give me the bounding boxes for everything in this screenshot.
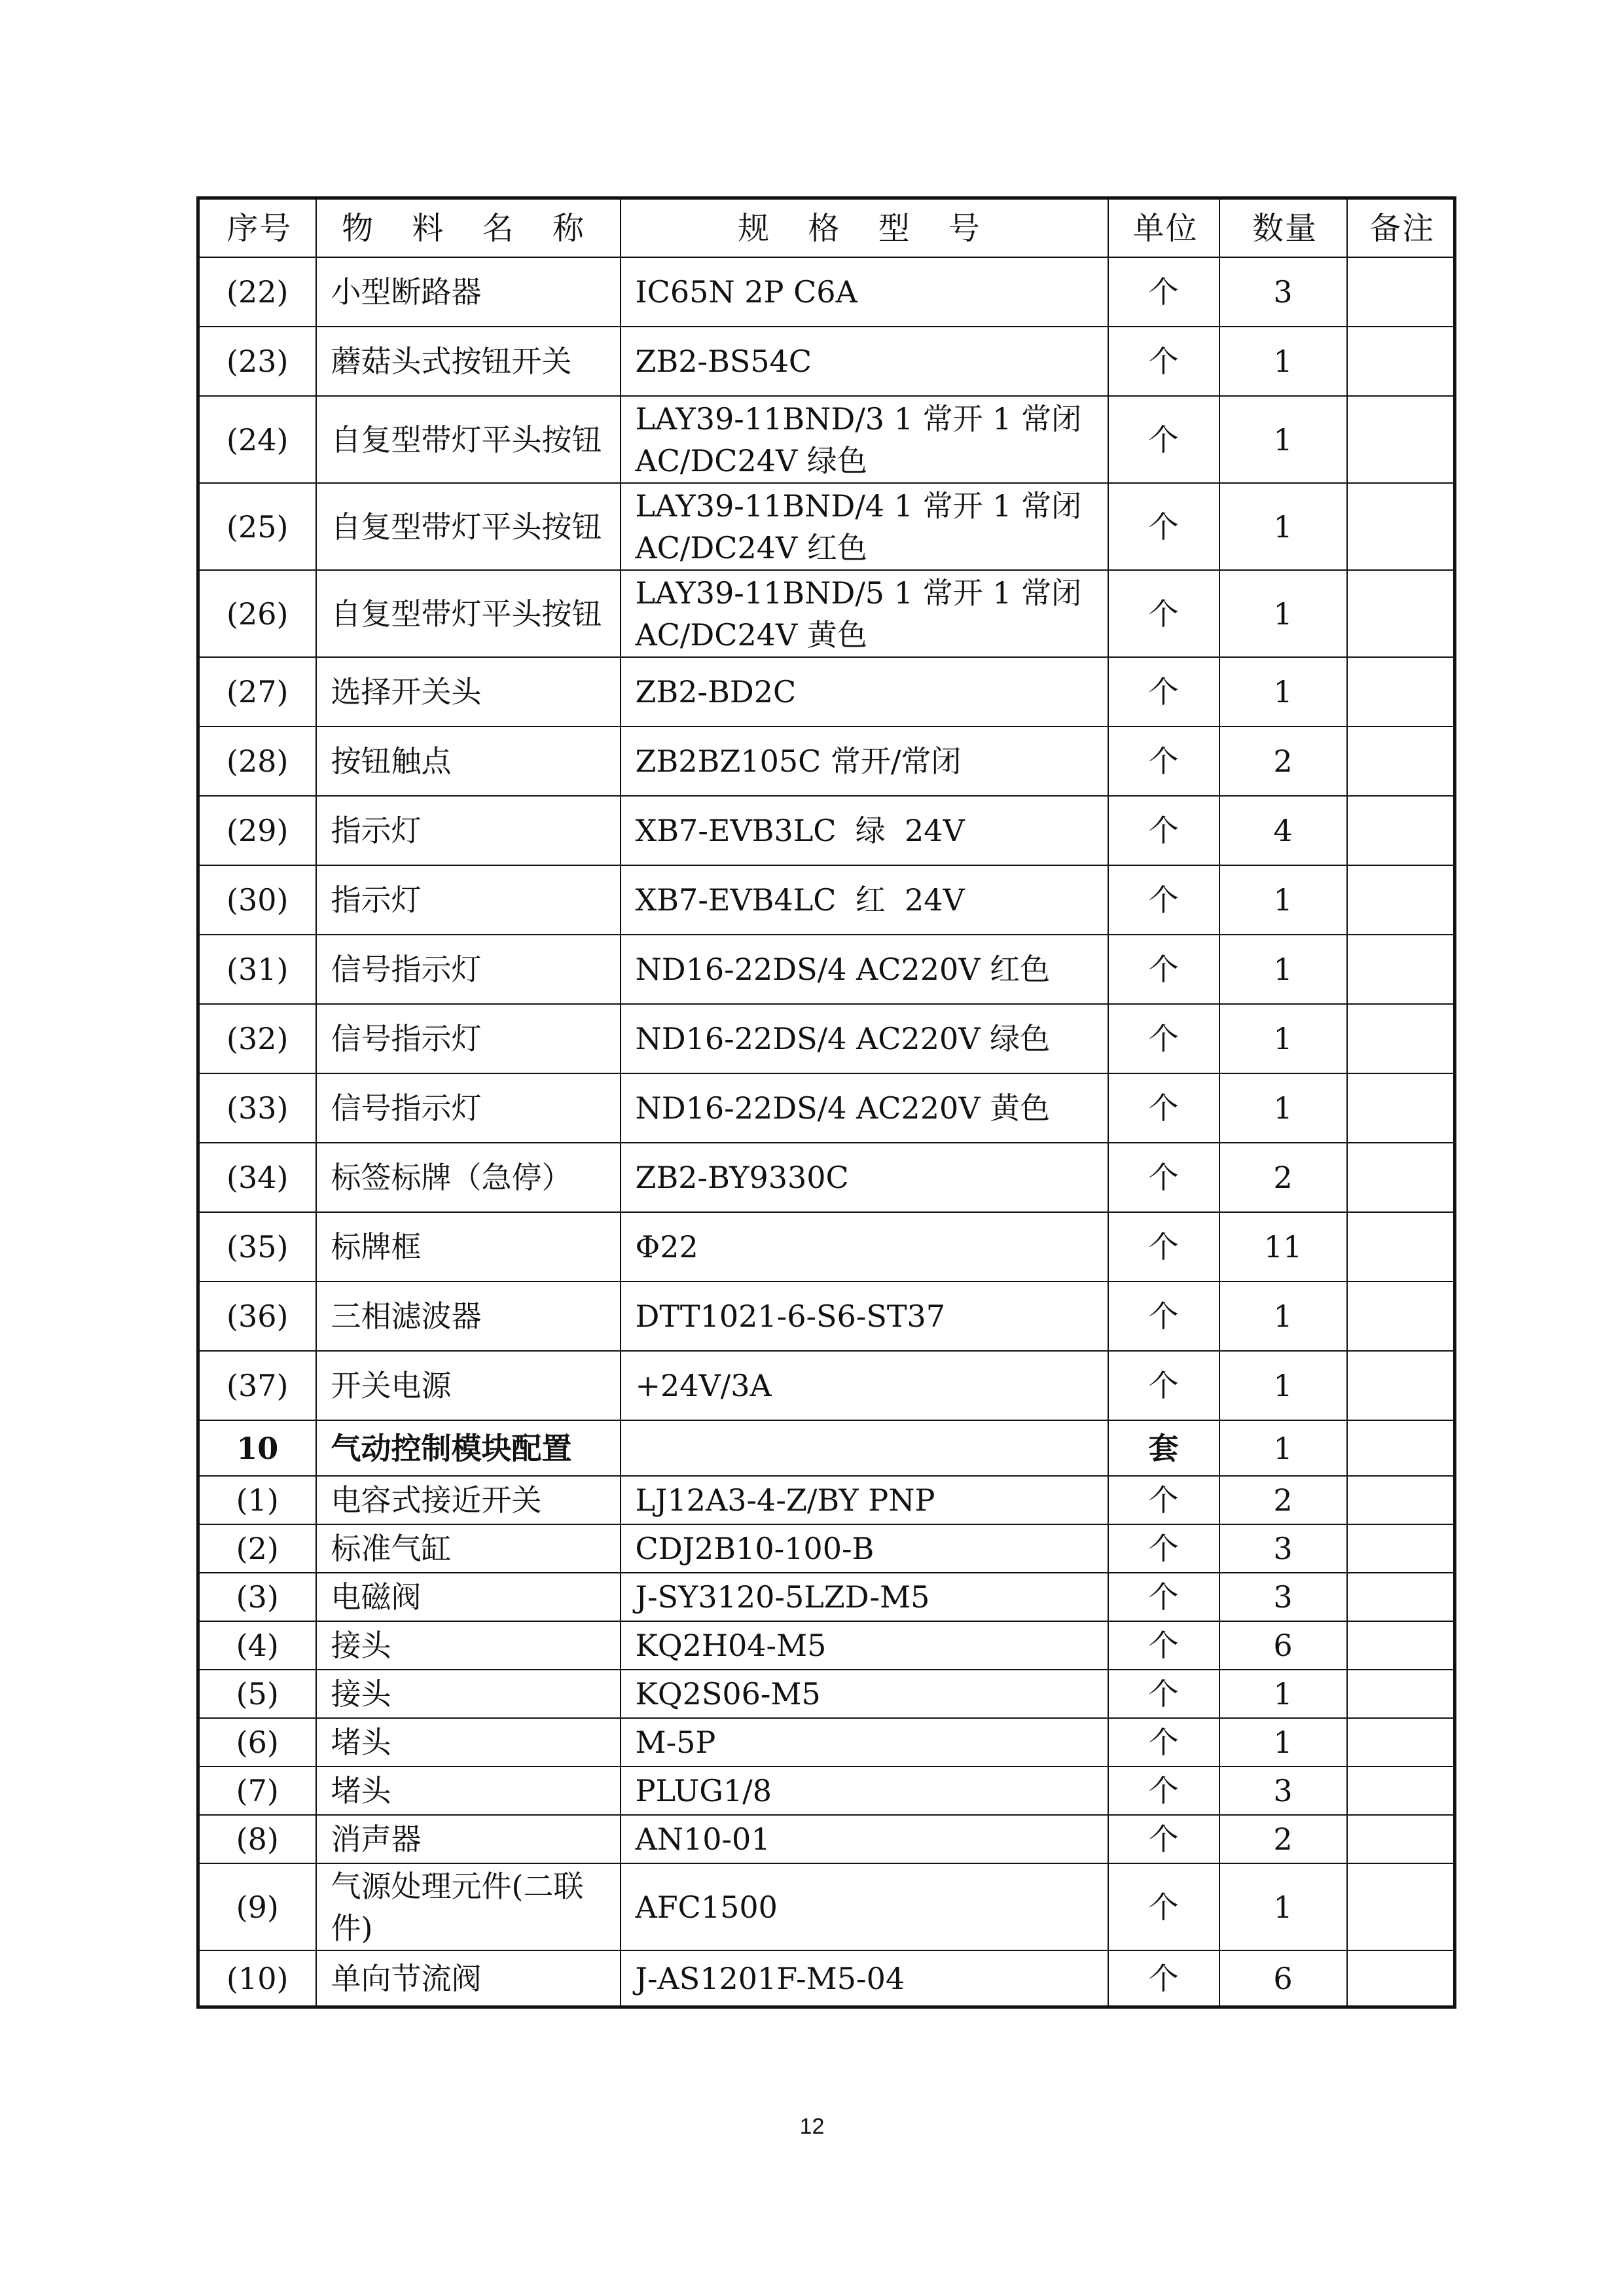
cell-qty: 2 xyxy=(1219,726,1347,796)
cell-unit: 个 xyxy=(1108,1524,1219,1573)
cell-remark xyxy=(1347,726,1455,796)
header-remark: 备注 xyxy=(1347,198,1455,258)
cell-spec: LAY39-11BND/3 1 常开 1 常闭 AC/DC24V 绿色 xyxy=(621,396,1108,483)
cell-no: (37) xyxy=(198,1351,316,1420)
cell-remark xyxy=(1347,865,1455,935)
cell-remark xyxy=(1347,657,1455,726)
table-row xyxy=(198,570,1455,657)
cell-no: (5) xyxy=(198,1670,316,1718)
cell-unit: 个 xyxy=(1108,327,1219,396)
cell-unit: 个 xyxy=(1108,1767,1219,1815)
cell-unit: 个 xyxy=(1108,796,1219,865)
cell-remark xyxy=(1347,1573,1455,1621)
table-row xyxy=(198,1282,1455,1351)
cell-spec: LAY39-11BND/4 1 常开 1 常闭 AC/DC24V 红色 xyxy=(621,483,1108,570)
cell-spec: KQ2S06-M5 xyxy=(621,1670,1108,1718)
cell-spec: AFC1500 xyxy=(621,1863,1108,1950)
table-row xyxy=(198,1004,1455,1073)
cell-spec: XB7-EVB4LC 红 24V xyxy=(621,865,1108,935)
table-row xyxy=(198,1863,1455,1950)
cell-unit: 个 xyxy=(1108,865,1219,935)
cell-spec: ZB2BZ105C 常开/常闭 xyxy=(621,726,1108,796)
table-section-row xyxy=(198,1420,1455,1476)
cell-no: (10) xyxy=(198,1950,316,2007)
cell-no: (27) xyxy=(198,657,316,726)
cell-unit: 个 xyxy=(1108,1670,1219,1718)
cell-no: (25) xyxy=(198,483,316,570)
cell-no: (36) xyxy=(198,1282,316,1351)
cell-name: 自复型带灯平头按钮 xyxy=(316,570,621,657)
cell-name: 信号指示灯 xyxy=(316,935,621,1004)
table-row xyxy=(198,1670,1455,1718)
cell-no: (35) xyxy=(198,1212,316,1282)
cell-no: (9) xyxy=(198,1863,316,1950)
cell-name: 标签标牌（急停） xyxy=(316,1143,621,1212)
cell-name: 信号指示灯 xyxy=(316,1004,621,1073)
cell-qty: 1 xyxy=(1219,1420,1347,1476)
cell-spec: AN10-01 xyxy=(621,1815,1108,1863)
cell-name: 三相滤波器 xyxy=(316,1282,621,1351)
cell-qty: 1 xyxy=(1219,483,1347,570)
cell-unit: 个 xyxy=(1108,1863,1219,1950)
cell-no: (26) xyxy=(198,570,316,657)
cell-no: (28) xyxy=(198,726,316,796)
cell-remark xyxy=(1347,483,1455,570)
table-row xyxy=(198,257,1455,327)
cell-spec: Φ22 xyxy=(621,1212,1108,1282)
cell-qty: 1 xyxy=(1219,1863,1347,1950)
table-row xyxy=(198,396,1455,483)
cell-remark xyxy=(1347,257,1455,327)
cell-qty: 1 xyxy=(1219,570,1347,657)
cell-unit: 个 xyxy=(1108,1815,1219,1863)
cell-qty: 1 xyxy=(1219,396,1347,483)
table-row xyxy=(198,1212,1455,1282)
cell-unit: 个 xyxy=(1108,657,1219,726)
cell-no: (34) xyxy=(198,1143,316,1212)
table-row xyxy=(198,796,1455,865)
cell-spec: CDJ2B10-100-B xyxy=(621,1524,1108,1573)
cell-no: (23) xyxy=(198,327,316,396)
cell-unit: 个 xyxy=(1108,396,1219,483)
cell-remark xyxy=(1347,1143,1455,1212)
table-row xyxy=(198,1718,1455,1767)
cell-name: 单向节流阀 xyxy=(316,1950,621,2007)
cell-unit: 个 xyxy=(1108,1212,1219,1282)
cell-qty: 1 xyxy=(1219,1351,1347,1420)
cell-remark xyxy=(1347,1351,1455,1420)
cell-unit: 个 xyxy=(1108,1718,1219,1767)
table-row xyxy=(198,483,1455,570)
table-row xyxy=(198,865,1455,935)
cell-name: 电容式接近开关 xyxy=(316,1476,621,1524)
cell-spec: PLUG1/8 xyxy=(621,1767,1108,1815)
cell-spec: XB7-EVB3LC 绿 24V xyxy=(621,796,1108,865)
page-number: 12 xyxy=(799,2114,825,2139)
cell-no: (8) xyxy=(198,1815,316,1863)
cell-qty: 6 xyxy=(1219,1950,1347,2007)
cell-unit: 个 xyxy=(1108,570,1219,657)
cell-unit: 个 xyxy=(1108,1073,1219,1143)
cell-qty: 4 xyxy=(1219,796,1347,865)
cell-name: 蘑菇头式按钮开关 xyxy=(316,327,621,396)
cell-name: 信号指示灯 xyxy=(316,1073,621,1143)
cell-remark xyxy=(1347,1815,1455,1863)
cell-name: 接头 xyxy=(316,1621,621,1670)
cell-spec: ND16-22DS/4 AC220V 红色 xyxy=(621,935,1108,1004)
cell-remark xyxy=(1347,1767,1455,1815)
cell-remark xyxy=(1347,796,1455,865)
cell-qty: 1 xyxy=(1219,327,1347,396)
cell-no: (33) xyxy=(198,1073,316,1143)
cell-no: 10 xyxy=(198,1420,316,1476)
cell-unit: 个 xyxy=(1108,1282,1219,1351)
cell-qty: 3 xyxy=(1219,257,1347,327)
cell-no: (30) xyxy=(198,865,316,935)
cell-remark xyxy=(1347,1212,1455,1282)
cell-unit: 个 xyxy=(1108,1573,1219,1621)
cell-qty: 1 xyxy=(1219,865,1347,935)
cell-remark xyxy=(1347,1004,1455,1073)
cell-unit: 个 xyxy=(1108,1351,1219,1420)
table-row xyxy=(198,935,1455,1004)
cell-unit: 个 xyxy=(1108,726,1219,796)
cell-no: (32) xyxy=(198,1004,316,1073)
table-row xyxy=(198,327,1455,396)
table-row xyxy=(198,1524,1455,1573)
table-row xyxy=(198,1815,1455,1863)
cell-spec: DTT1021-6-S6-ST37 xyxy=(621,1282,1108,1351)
cell-name: 电磁阀 xyxy=(316,1573,621,1621)
cell-remark xyxy=(1347,1524,1455,1573)
cell-remark xyxy=(1347,1073,1455,1143)
cell-spec: LJ12A3-4-Z/BY PNP xyxy=(621,1476,1108,1524)
cell-unit: 个 xyxy=(1108,483,1219,570)
cell-name: 标牌框 xyxy=(316,1212,621,1282)
cell-spec: J-AS1201F-M5-04 xyxy=(621,1950,1108,2007)
cell-spec: ZB2-BD2C xyxy=(621,657,1108,726)
cell-qty: 6 xyxy=(1219,1621,1347,1670)
cell-name: 堵头 xyxy=(316,1718,621,1767)
materials-table xyxy=(196,196,1456,2009)
cell-name: 指示灯 xyxy=(316,865,621,935)
cell-spec xyxy=(621,1420,1108,1476)
header-no: 序号 xyxy=(198,198,316,258)
cell-remark xyxy=(1347,327,1455,396)
cell-qty: 2 xyxy=(1219,1476,1347,1524)
cell-name: 气源处理元件(二联件) xyxy=(316,1863,621,1950)
cell-unit: 套 xyxy=(1108,1420,1219,1476)
cell-spec: IC65N 2P C6A xyxy=(621,257,1108,327)
cell-qty: 1 xyxy=(1219,1004,1347,1073)
cell-remark xyxy=(1347,1863,1455,1950)
cell-no: (29) xyxy=(198,796,316,865)
cell-remark xyxy=(1347,1950,1455,2007)
cell-spec: ZB2-BS54C xyxy=(621,327,1108,396)
cell-no: (6) xyxy=(198,1718,316,1767)
cell-spec: M-5P xyxy=(621,1718,1108,1767)
cell-no: (22) xyxy=(198,257,316,327)
table-row xyxy=(198,726,1455,796)
table-row xyxy=(198,1073,1455,1143)
cell-qty: 1 xyxy=(1219,1718,1347,1767)
cell-no: (1) xyxy=(198,1476,316,1524)
header-qty: 数量 xyxy=(1219,198,1347,258)
header-name: 物 料 名 称 xyxy=(316,198,621,258)
header-unit: 单位 xyxy=(1108,198,1219,258)
cell-remark xyxy=(1347,1476,1455,1524)
cell-remark xyxy=(1347,935,1455,1004)
cell-name: 小型断路器 xyxy=(316,257,621,327)
cell-name: 自复型带灯平头按钮 xyxy=(316,396,621,483)
cell-unit: 个 xyxy=(1108,1143,1219,1212)
cell-qty: 11 xyxy=(1219,1212,1347,1282)
cell-name: 自复型带灯平头按钮 xyxy=(316,483,621,570)
cell-name: 堵头 xyxy=(316,1767,621,1815)
cell-qty: 3 xyxy=(1219,1767,1347,1815)
cell-qty: 2 xyxy=(1219,1815,1347,1863)
cell-no: (24) xyxy=(198,396,316,483)
cell-spec: ND16-22DS/4 AC220V 绿色 xyxy=(621,1004,1108,1073)
cell-unit: 个 xyxy=(1108,1004,1219,1073)
cell-spec: J-SY3120-5LZD-M5 xyxy=(621,1573,1108,1621)
cell-qty: 3 xyxy=(1219,1524,1347,1573)
cell-unit: 个 xyxy=(1108,1621,1219,1670)
cell-qty: 2 xyxy=(1219,1143,1347,1212)
cell-unit: 个 xyxy=(1108,1950,1219,2007)
table-row xyxy=(198,1621,1455,1670)
cell-spec: KQ2H04-M5 xyxy=(621,1621,1108,1670)
cell-no: (3) xyxy=(198,1573,316,1621)
cell-no: (31) xyxy=(198,935,316,1004)
table-row xyxy=(198,1143,1455,1212)
header-spec: 规 格 型 号 xyxy=(621,198,1108,258)
cell-unit: 个 xyxy=(1108,1476,1219,1524)
cell-remark xyxy=(1347,1670,1455,1718)
table-row xyxy=(198,1950,1455,2007)
table-row xyxy=(198,1476,1455,1524)
cell-name: 指示灯 xyxy=(316,796,621,865)
cell-no: (4) xyxy=(198,1621,316,1670)
cell-name: 接头 xyxy=(316,1670,621,1718)
cell-qty: 3 xyxy=(1219,1573,1347,1621)
cell-remark xyxy=(1347,396,1455,483)
table-header-row xyxy=(198,198,1455,258)
cell-no: (2) xyxy=(198,1524,316,1573)
cell-spec: +24V/3A xyxy=(621,1351,1108,1420)
cell-no: (7) xyxy=(198,1767,316,1815)
cell-name: 消声器 xyxy=(316,1815,621,1863)
cell-qty: 1 xyxy=(1219,1073,1347,1143)
cell-name: 按钮触点 xyxy=(316,726,621,796)
cell-name: 开关电源 xyxy=(316,1351,621,1420)
cell-qty: 1 xyxy=(1219,935,1347,1004)
cell-qty: 1 xyxy=(1219,657,1347,726)
cell-remark xyxy=(1347,1718,1455,1767)
cell-unit: 个 xyxy=(1108,257,1219,327)
cell-unit: 个 xyxy=(1108,935,1219,1004)
cell-name: 选择开关头 xyxy=(316,657,621,726)
cell-qty: 1 xyxy=(1219,1282,1347,1351)
cell-name: 气动控制模块配置 xyxy=(316,1420,621,1476)
table-row xyxy=(198,657,1455,726)
cell-spec: ND16-22DS/4 AC220V 黄色 xyxy=(621,1073,1108,1143)
table-row xyxy=(198,1767,1455,1815)
cell-spec: LAY39-11BND/5 1 常开 1 常闭 AC/DC24V 黄色 xyxy=(621,570,1108,657)
cell-qty: 1 xyxy=(1219,1670,1347,1718)
cell-remark xyxy=(1347,1621,1455,1670)
cell-remark xyxy=(1347,1420,1455,1476)
table-row xyxy=(198,1573,1455,1621)
table-row xyxy=(198,1351,1455,1420)
cell-remark xyxy=(1347,1282,1455,1351)
cell-spec: ZB2-BY9330C xyxy=(621,1143,1108,1212)
cell-remark xyxy=(1347,570,1455,657)
cell-name: 标准气缸 xyxy=(316,1524,621,1573)
